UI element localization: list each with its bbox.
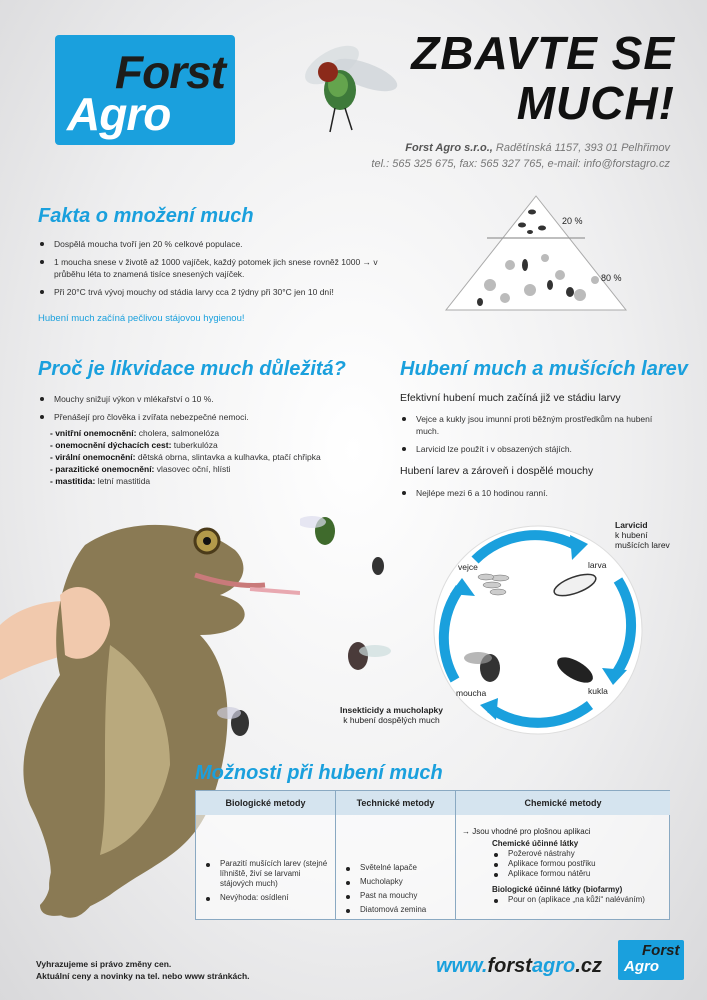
company-name: Forst Agro s.r.o., xyxy=(405,142,493,154)
flies-illustration xyxy=(300,506,400,726)
pyramid-bottom-percent: 80 % xyxy=(601,273,622,283)
disease-row xyxy=(36,475,366,487)
headline-line1: ZBAVTE SE xyxy=(411,27,675,79)
list-item: Diatomová zemina xyxy=(342,905,451,915)
list-item: Dospělá moucha tvoří jen 20 % celkové populace. xyxy=(36,238,406,250)
list-item: Larvicid lze použít i v obsazených stájích. xyxy=(398,443,658,455)
hubeni-subtitle-1: Efektivní hubení much začíná již ve stádiu larvy xyxy=(400,392,621,404)
disease-label: - onemocnění dýchacích cest: xyxy=(50,440,172,450)
insekticidy-title: Insekticidy a mucholapky xyxy=(340,705,443,715)
logo-small-forst: Forst xyxy=(642,942,680,959)
list-item: Nevýhoda: osídlení xyxy=(202,893,329,903)
headline xyxy=(395,28,675,128)
list-item: Pour on (aplikace „na kůži“ naléváním) xyxy=(490,895,666,905)
headline-line2: MUCH! xyxy=(516,77,675,129)
hubeni-title: Hubení much a mušících larev xyxy=(400,358,688,380)
disease-row xyxy=(36,451,366,463)
insekticidy-label xyxy=(340,705,443,725)
forst-agro-logo-small xyxy=(618,940,684,980)
list-item: Mucholapky xyxy=(342,877,451,887)
list-item: 1 moucha snese v životě až 1000 vajíček, každý potomek jich snese rovněž 1000 → v průběhu léta to znamená tisíce snesených vajíček. xyxy=(36,256,406,280)
www-forst: forst xyxy=(487,955,532,977)
pyramid-top-percent: 20 % xyxy=(562,216,583,226)
hubeni-subtitle-2: Hubení larev a zároveň i dospělé mouchy xyxy=(400,465,594,477)
hubeni-list-2 xyxy=(398,487,658,505)
list-item: Při 20°C trvá vývoj mouchy od stádia larvy cca 2 týdny při 30°C jen 10 dní! xyxy=(36,286,406,298)
stage-larva: larva xyxy=(588,560,607,570)
why-title: Proč je likvidace much důležitá? xyxy=(38,358,346,380)
green-fly-illustration xyxy=(290,20,405,135)
disease-text: cholera, salmonelóza xyxy=(136,428,220,438)
list-item: Past na mouchy xyxy=(342,891,451,901)
fly-small-illustration xyxy=(215,695,265,745)
footer-note xyxy=(36,958,250,982)
why-list xyxy=(36,393,356,429)
list-item: Aplikace formou postřiku xyxy=(490,859,666,869)
population-pyramid xyxy=(440,190,640,320)
list-item: Nejlépe mezi 6 a 10 hodinou ranní. xyxy=(398,487,658,499)
disease-list xyxy=(36,427,366,487)
list-item: Světelné lapače xyxy=(342,863,451,873)
table-header-chem: Chemické metody xyxy=(456,791,670,815)
footer-line-1: Vyhrazujeme si právo změny cen. xyxy=(36,959,172,969)
fly-lifecycle-diagram xyxy=(420,520,655,740)
disease-text: letní mastitida xyxy=(95,476,151,486)
facts-list xyxy=(36,238,406,304)
stage-kukla: kukla xyxy=(588,686,608,696)
list-item: Požerové nástrahy xyxy=(490,849,666,859)
footer-line-2: Aktuální ceny a novinky na tel. nebo www stránkách. xyxy=(36,971,250,981)
list-item: Aplikace formou nátěru xyxy=(490,869,666,879)
website-link[interactable] xyxy=(436,955,602,978)
list-item: Přenášejí pro člověka i zvířata nebezpečné nemoci. xyxy=(36,411,356,423)
table-header-tech: Technické metody xyxy=(336,791,456,815)
disease-label: - mastitida: xyxy=(50,476,96,486)
insekticidy-text: k hubení dospělých much xyxy=(343,715,440,725)
table-col-tech xyxy=(336,815,456,919)
list-item: Mouchy snižují výkon v mlékařství o 10 %. xyxy=(36,393,356,405)
chem-subtitle-2: Biologické účinné látky (biofarmy) xyxy=(492,885,623,894)
www-agro: agro xyxy=(531,955,576,977)
table-header-bio: Biologické metody xyxy=(196,791,336,815)
disease-label: - vnitřní onemocnění: xyxy=(50,428,137,438)
hubeni-list-1 xyxy=(398,413,658,461)
larvicid-title: Larvicid xyxy=(615,520,648,530)
larvicid-text: k hubení mušících larev xyxy=(615,530,670,550)
options-table xyxy=(195,790,670,920)
chem-subtitle-1: Chemické účinné látky xyxy=(492,839,579,848)
forst-agro-logo xyxy=(55,35,235,145)
disease-text: vlasovec oční, hlísti xyxy=(154,464,231,474)
company-contact: tel.: 565 325 675, fax: 565 327 765, e-mail: info@forstagro.cz xyxy=(371,158,670,170)
company-address: Radětínská 1157, 393 01 Pelhřimov xyxy=(495,142,670,154)
disease-text: dětská obrna, slintavka a kulhavka, ptačí chřipka xyxy=(135,452,321,462)
list-item: Parazití mušících larev (stejné líhniště, živí se larvami stájových much) xyxy=(202,859,329,889)
disease-text: tuberkulóza xyxy=(171,440,218,450)
company-info xyxy=(300,140,670,172)
larvicid-label xyxy=(615,520,675,550)
facts-title: Fakta o množení much xyxy=(38,205,254,227)
chem-intro: → Jsou vhodné pro plošnou aplikaci xyxy=(462,827,591,836)
disease-row xyxy=(36,427,366,439)
table-col-chem xyxy=(456,815,670,919)
hygiene-tagline: Hubení much začíná pečlivou stájovou hygienou! xyxy=(38,313,245,324)
list-item: Vejce a kukly jsou imunní proti běžným prostředkům na hubení much. xyxy=(398,413,658,437)
disease-label: - parazitické onemocnění: xyxy=(50,464,155,474)
www-suffix: .cz xyxy=(575,955,602,977)
table-col-bio xyxy=(196,815,336,919)
www-prefix: www. xyxy=(436,955,488,977)
logo-text-agro: Agro xyxy=(67,88,171,140)
disease-label: - virální onemocnění: xyxy=(50,452,136,462)
logo-small-agro: Agro xyxy=(624,958,659,975)
stage-moucha: moucha xyxy=(456,688,487,698)
stage-vejce: vejce xyxy=(458,562,478,572)
disease-row xyxy=(36,463,366,475)
options-title: Možnosti při hubení much xyxy=(195,762,443,784)
disease-row xyxy=(36,439,366,451)
logo-text-forst: Forst xyxy=(115,46,225,98)
